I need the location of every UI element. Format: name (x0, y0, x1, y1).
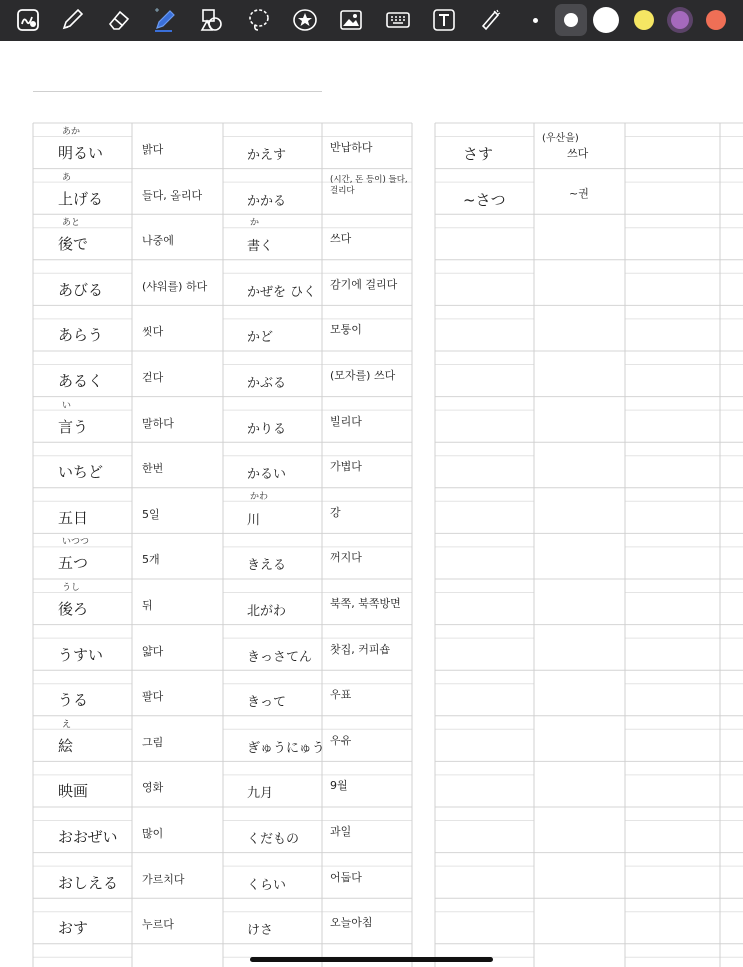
japanese-word: あびる (58, 280, 104, 299)
furigana-text: あ (62, 172, 72, 183)
korean-meaning: 과일 (330, 825, 352, 838)
korean-meaning: 얇다 (142, 644, 164, 658)
japanese-word: あらう (58, 326, 104, 345)
korean-meaning: 팔다 (142, 690, 164, 704)
korean-meaning: 말하다 (142, 416, 174, 430)
japanese-word: おしえる (58, 873, 119, 892)
notebook-page[interactable] (0, 41, 743, 967)
korean-meaning: 많이 (142, 827, 164, 840)
japanese-word: かぶる (247, 376, 287, 391)
japanese-word: うすい (58, 645, 104, 664)
size-small-dot[interactable] (533, 18, 538, 23)
korean-meaning: 들다, 올리다 (142, 188, 203, 202)
japanese-word: かかる (247, 193, 287, 209)
japanese-word: きって (247, 695, 287, 711)
korean-meaning: 감기에 걸리다 (330, 277, 398, 291)
korean-meaning: (시간, 돈 등이) 들다, 걸리다 (330, 174, 408, 196)
color-swatch-purple[interactable] (671, 11, 689, 29)
japanese-word: 五日 (58, 508, 89, 527)
japanese-word: ~さつ (463, 190, 506, 209)
furigana-text: うし (62, 583, 81, 593)
japanese-word: 映画 (58, 782, 89, 801)
japanese-word: けさ (247, 923, 274, 939)
japanese-word: 後で (58, 235, 89, 254)
furigana-text: い (62, 400, 72, 411)
japanese-word: ぎゅうにゅう (247, 740, 325, 756)
keyboard-icon[interactable] (383, 5, 413, 35)
korean-meaning: 그림 (142, 735, 164, 749)
japanese-word: 北がわ (247, 604, 287, 619)
pen-icon[interactable] (57, 5, 87, 35)
korean-meaning: 씻다 (142, 325, 164, 339)
color-swatch-orange[interactable] (706, 10, 726, 30)
shapes-icon[interactable] (197, 5, 227, 35)
toolbar (0, 0, 743, 41)
korean-meaning: 꺼지다 (330, 551, 362, 565)
korean-meaning: 모퉁이 (330, 323, 362, 337)
korean-meaning: 한번 (142, 462, 164, 476)
japanese-word: かぜを ひく (247, 284, 317, 300)
korean-meaning: 5개 (142, 553, 160, 567)
furigana-text: あか (62, 127, 81, 137)
korean-meaning: 가볍다 (330, 460, 362, 474)
lasso-icon[interactable] (244, 5, 274, 35)
korean-meaning: 나중에 (142, 234, 174, 248)
korean-meaning: 뒤 (142, 599, 153, 612)
size-large-dot[interactable] (593, 7, 619, 33)
size-medium-dot[interactable] (564, 13, 578, 27)
korean-meaning: 어둡다 (330, 870, 362, 884)
japanese-word: きえる (247, 558, 287, 574)
korean-meaning: 5일 (142, 507, 160, 521)
japanese-word: 川 (247, 512, 261, 528)
korean-meaning: 오늘아침 (330, 916, 373, 930)
japanese-word: 絵 (58, 736, 74, 755)
notebook-icon[interactable] (13, 5, 43, 35)
japanese-word: あるく (58, 372, 104, 390)
japanese-word: くらい (247, 877, 287, 893)
japanese-word: 書く (247, 239, 274, 255)
furigana-text: かわ (250, 491, 269, 502)
korean-meaning: 밝다 (142, 143, 164, 156)
home-indicator[interactable] (250, 957, 493, 962)
japanese-word: 上げる (58, 189, 104, 208)
furigana-text: あと (62, 218, 81, 229)
korean-meaning: 찻집, 커피숍 (330, 642, 391, 656)
eraser-icon[interactable] (104, 5, 134, 35)
korean-meaning: 영화 (142, 781, 164, 795)
sticker-icon[interactable] (290, 5, 320, 35)
japanese-word: きっさてん (247, 649, 313, 665)
furigana-text: え (62, 719, 72, 730)
korean-meaning: (모자를) 쓰다 (330, 369, 396, 382)
furigana-text: か (250, 218, 260, 229)
laser-icon[interactable] (475, 5, 505, 35)
korean-meaning: ~권 (569, 186, 589, 200)
korean-meaning: 9월 (330, 779, 348, 793)
color-swatch-yellow[interactable] (634, 10, 654, 30)
korean-meaning: 가르치다 (142, 872, 185, 886)
japanese-word: さす (463, 145, 494, 163)
japanese-word: かりる (247, 421, 287, 437)
japanese-word: 五つ (58, 554, 89, 573)
japanese-word: かるい (247, 467, 287, 483)
korean-meaning: 우유 (330, 733, 352, 747)
korean-meaning: (샤워를) 하다 (142, 279, 208, 293)
korean-meaning: 걷다 (142, 371, 164, 384)
japanese-word: かど (247, 330, 274, 346)
korean-meaning-note: (우산을) (542, 133, 579, 144)
japanese-word: おす (58, 919, 89, 938)
korean-meaning: 누르다 (142, 918, 174, 932)
japanese-word: 九月 (247, 786, 274, 802)
korean-meaning: 우표 (330, 688, 352, 702)
japanese-word: いちど (58, 463, 104, 482)
korean-meaning: 쓰다 (567, 147, 589, 160)
japanese-word: おおぜい (58, 828, 118, 846)
highlighter-icon[interactable] (150, 5, 180, 35)
korean-meaning: 북쪽, 북쪽방면 (330, 597, 401, 610)
japanese-word: 後ろ (58, 600, 89, 618)
image-icon[interactable] (336, 5, 366, 35)
korean-meaning: 강 (330, 505, 341, 519)
japanese-word: 明るい (58, 144, 104, 162)
japanese-word: うる (58, 691, 89, 710)
korean-meaning: 반납하다 (330, 141, 373, 154)
korean-meaning: 빌리다 (330, 414, 362, 428)
japanese-word: くだもの (247, 832, 300, 847)
japanese-word: かえす (247, 148, 287, 163)
text-icon[interactable] (429, 5, 459, 35)
furigana-text: いつつ (62, 537, 90, 548)
japanese-word: 言う (58, 417, 89, 436)
korean-meaning: 쓰다 (330, 232, 352, 246)
